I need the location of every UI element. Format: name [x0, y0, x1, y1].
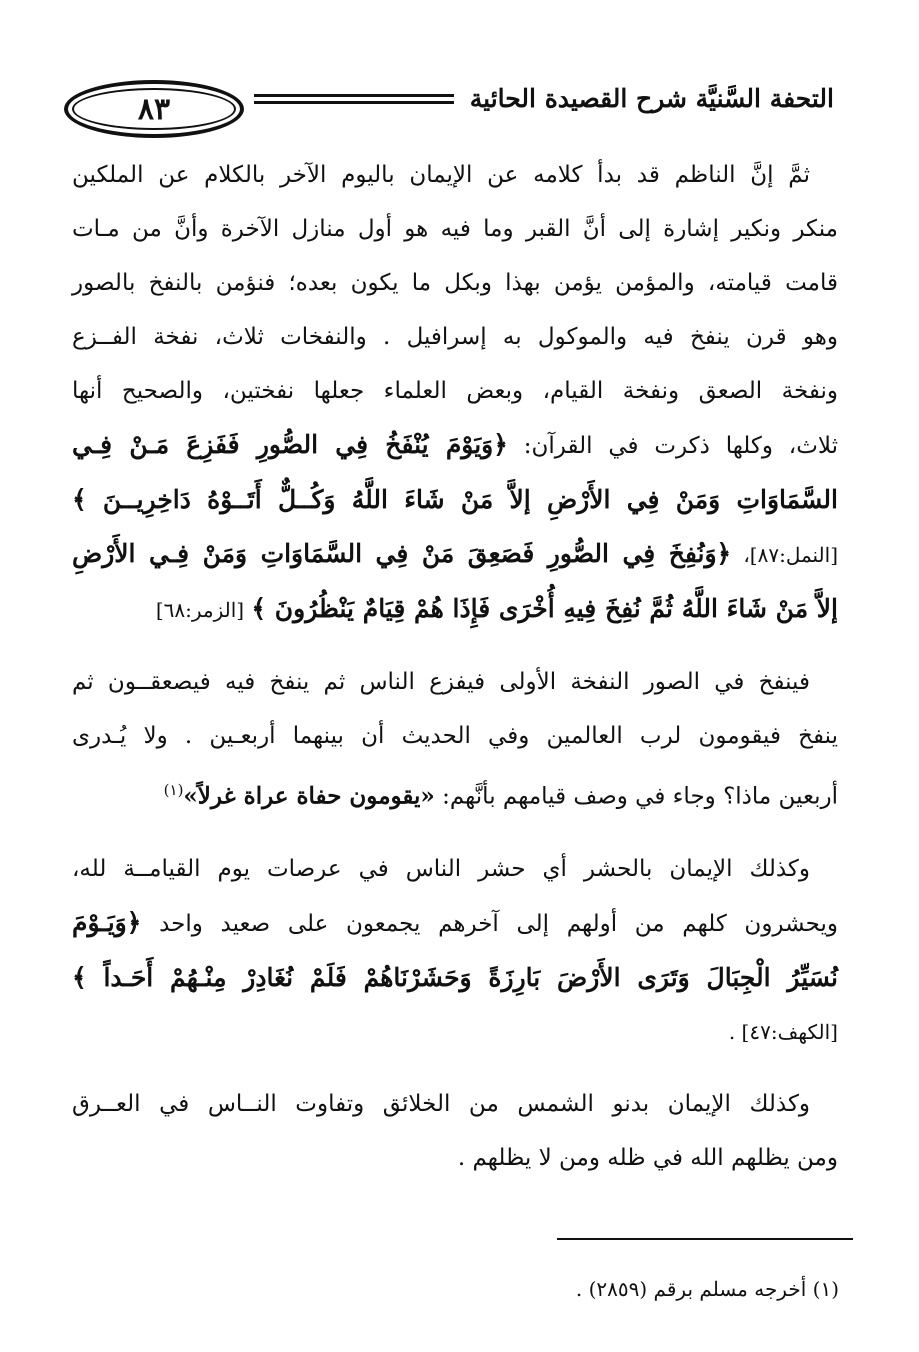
text-line: قامت قيامته، والمؤمن يؤمن بهذا وبكل ما يكون بعده؛ فنؤمن بالنفخ بالصور — [72, 270, 838, 296]
text-run: ثلاث، وكلها ذكرت في القرآن: — [523, 433, 839, 459]
text-line: ونفخة الصعق ونفخة القيام، وبعض العلماء جعلها نفختين، والصحيح أنها — [72, 378, 838, 404]
page-header — [64, 62, 834, 152]
verse-reference: [الكهف:٤٧] . — [728, 1019, 838, 1044]
paragraph-2 — [72, 655, 838, 824]
text-line — [72, 896, 838, 951]
page-number-frame — [64, 80, 244, 138]
verse-reference: [الزمر:٦٨] — [155, 598, 245, 622]
hadith-quote: «يقومون حفاة عراة غرلاً» — [183, 782, 435, 810]
quran-verse: ﴿وَنُفِخَ فِي الصُّورِ فَصَعِقَ مَنْ فِي السَّمَاوَاتِ وَمَنْ فِـي الأَرْضِ — [72, 539, 732, 568]
page-number: ٨٣ — [137, 91, 171, 127]
text-line — [72, 582, 838, 637]
text-line: ومن يظلهم الله في ظله ومن لا يظلهم . — [457, 1144, 838, 1171]
quran-verse: السَّمَاوَاتِ وَمَنْ فِي الأَرْضِ إلاَّ مَنْ شَاءَ اللَّهُ وَكُــلٌّ أَتَــوْهُ دَاخِرِيــنَ ﴾ — [72, 485, 838, 514]
text-line — [72, 763, 838, 824]
quran-verse: إلاَّ مَنْ شَاءَ اللَّهُ ثُمَّ نُفِخَ فِيهِ أُخْرَى فَإِذَا هُمْ قِيَامٌ يَنْظُرُونَ ﴾ — [251, 594, 838, 623]
text-line: منكر ونكير إشارة إلى أنَّ القبر وما فيه هو أول منازل الآخرة وأنَّ من مـات — [72, 216, 838, 242]
text-run: ويحشرون كلهم من أولهم إلى آخرهم يجمعون على صعيد واحد — [159, 910, 838, 937]
text-run: أربعين ماذا؟ وجاء في وصف قيامهم بأنَّهم: — [442, 783, 838, 810]
verse-reference: [النمل:٨٧]، — [743, 543, 839, 567]
text-line: وكذلك الإيمان بالحشر أي حشر الناس في عرصات يوم القيامــة لله، — [72, 855, 810, 882]
header-rule — [254, 94, 454, 108]
footnote-divider — [557, 1238, 853, 1240]
footnote: (١) أخرجه مسلم برقم (٢٨٥٩) . — [575, 1277, 839, 1301]
running-title: التحفة السَّنيَّة شرح القصيدة الحائية — [469, 84, 834, 113]
text-line: ثمَّ إنَّ الناظم قد بدأ كلامه عن الإيمان باليوم الآخر بالكلام عن الملكين — [72, 162, 810, 188]
text-line: وهو قرن ينفخ فيه والموكول به إسرافيل . والنفخات ثلاث، نفخة الفــزع — [72, 324, 838, 350]
text-line — [72, 527, 838, 582]
paragraph-4 — [72, 1077, 838, 1185]
text-line: وكذلك الإيمان بدنو الشمس من الخلائق وتفاوت النــاس في العــرق — [72, 1090, 810, 1117]
body-text — [72, 148, 838, 1185]
paragraph-3 — [72, 842, 838, 1059]
quran-verse: ﴿وَيَوْمَ يُنْفَخُ فِي الصُّورِ فَفَزِعَ مَـنْ فِـي — [72, 430, 508, 459]
text-line: فينفخ في الصور النفخة الأولى فيفزع الناس ثم ينفخ فيه فيصعقــون ثم — [72, 669, 810, 695]
paragraph-1 — [72, 148, 838, 637]
text-line: ينفخ فيقومون لرب العالمين وفي الحديث أن بينهما أربعـين . ولا يُـدرى — [72, 723, 838, 749]
quran-verse: نُسَيِّرُ الْجِبَالَ وَتَرَى الأَرْضَ بَارِزَةً وَحَشَرْنَاهُمْ فَلَمْ نُغَادِرْ مِنْـهُمْ أَحَـداً ﴾ — [72, 962, 838, 992]
text-line — [72, 418, 838, 473]
quran-verse: ﴿وَيَـوْمَ — [72, 907, 142, 937]
footnote-marker: (١) — [163, 781, 184, 799]
